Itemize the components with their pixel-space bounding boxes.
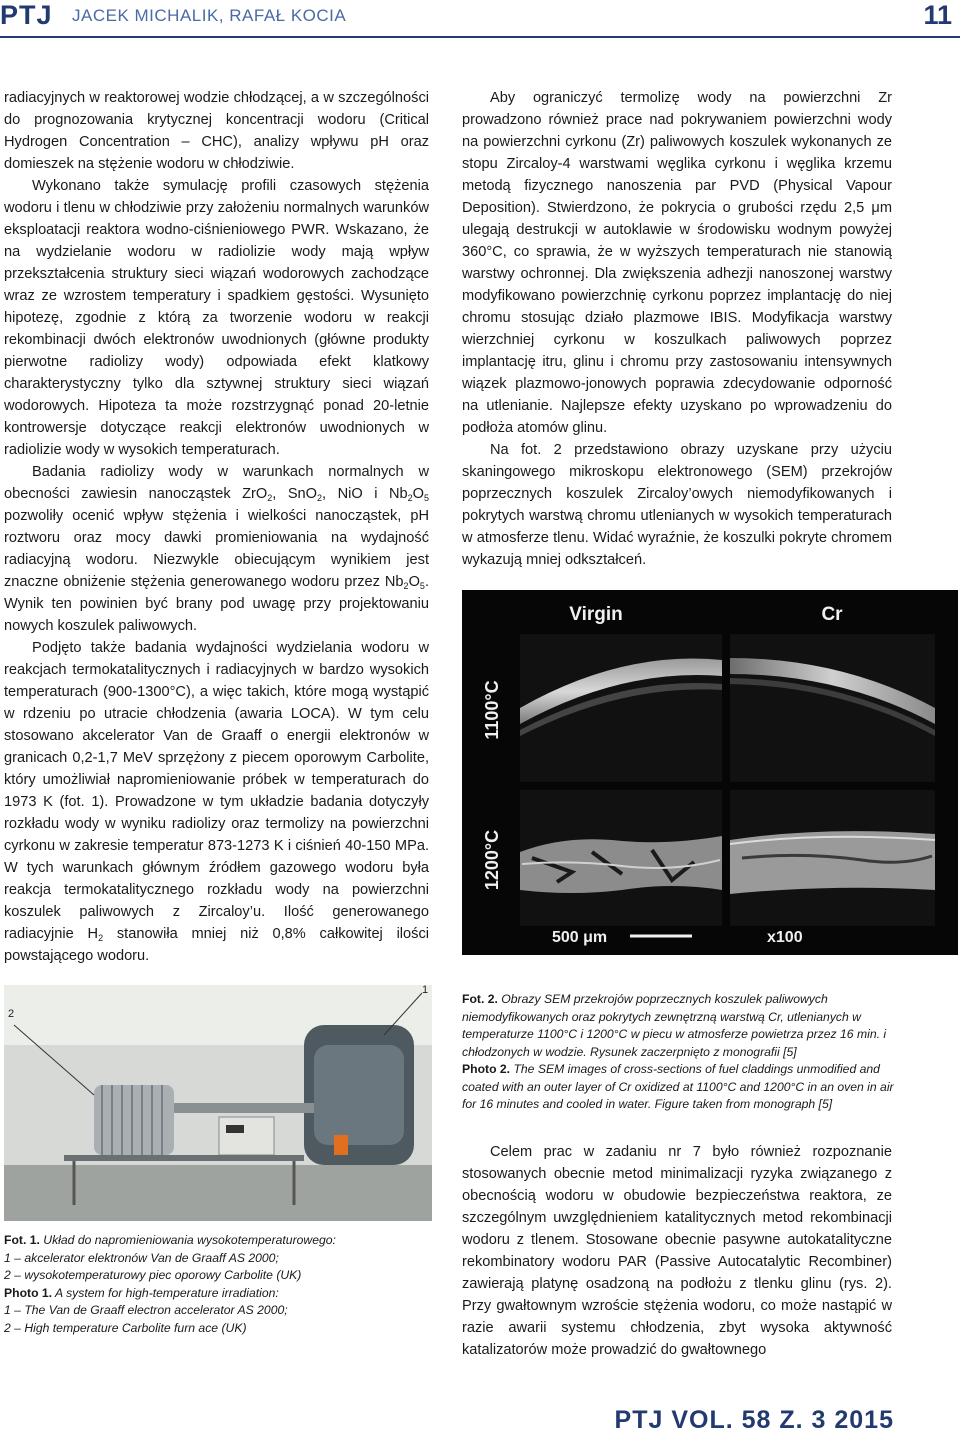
caption-label: Photo 1. — [4, 1285, 53, 1300]
caption-label: Photo 2. — [462, 1062, 511, 1076]
right-column-bottom — [462, 1141, 892, 1361]
caption-label: Fot. 2. — [462, 992, 498, 1006]
photo1-caption: Fot. 1. Układ do napromieniowania wysokotemperaturowego: 1 – akcelerator elektronów Van de Graaff AS 2000; 2 – wysokotemperaturowy piec oporowy Carbolite (UK) Photo 1. A system for high-temperature irradiation: 1 – The Van de Graaff electron accelerator AS 2000; 2 – High temperature Carbolite furn ace (UK) — [4, 1233, 336, 1335]
journal-footer: PTJ VOL. 58 Z. 3 2015 — [614, 1406, 894, 1434]
paragraph: Aby ograniczyć termolizę wody na powierzchni Zr prowadzono również prace nad pokrywaniem powierzchni wody na powierzchni cyrkonu (Zr) paliwowych koszulek wykonanych ze stopu Zircaloy-4 warstwami węglika cyrkonu i węglika krzemu metodą fizycznego nanoszenia par PVD (Physical Vapour Deposition). Stwierdzono, że pokrycia o grubości rzędu 2,5 μm ulegają destrukcji w autoklawie w środowisku wodnym powyżej 360°C, co sprawia, że w wyższych temperaturach nie stanowią warstwy ochronnej. Dla zwiększenia adhezji nanoszonej warstwy modyfikowano powierzchnię cyrkonu poprzez implantację do niej chromu stosując działo plazmowe IBIS. Modyfikacja warstwy wierzchniej cyrkonu w koszulkach paliwowych poprzez implantację itru, glinu i chromu przy zastosowaniu intensywnych wiązek plazmowo-jonowych poprawia zdecydowanie odporność na utlenianie. Najlepsze efekty uzyskano po wprowadzeniu do podłoża atomów glinu. — [462, 90, 892, 436]
orange-valve — [334, 1135, 348, 1155]
paragraph: Badania radiolizy wody w warunkach normalnych w obecności zawiesin nanocząstek ZrO$_2$, SnO$_2$, NiO i $Nb_2O_5$ pozwoliły ocenić wpływ stężenia i wielkości nanocząstek, pH roztworu oraz mocy dawki promieniowania na wydajność radiacyjną wodoru. Niezwykle obiecującym wynikiem jest znaczne obniżenie stężenia generowanego wodoru przez $Nb_2O_5$. Wynik ten powinien być brany pod uwagę przy projektowaniu nowych koszulek paliwowych. — [4, 464, 430, 634]
label-1200c: 1200°C — [482, 829, 502, 891]
control-unit — [219, 1117, 274, 1155]
floor — [4, 1165, 432, 1221]
label-1100c: 1100°C — [482, 680, 502, 740]
photo2-caption: Fot. 2. Obrazy SEM przekrojów poprzecznych koszulek paliwowych niemodyfikowanych oraz pokrytych zewnętrzną warstwą Cr, utlenianych w temperaturze 1100°C i 1200°C w piecu w atmosferze powietrza przez 16 min. i chłodzonych w wodzie. Rysunek zaczerpnięto z monografii [5] Photo 2. The SEM images of cross-sections of fuel claddings unmodified and coated with an outer layer of Cr oxidized at 1100°C and 1200°C in an oven in air for 16 minutes and cooled in water. Figure taken from monograph [5] — [462, 992, 894, 1111]
header-rule — [0, 36, 960, 38]
table — [64, 1155, 304, 1161]
lab-equipment-photo — [4, 985, 432, 1221]
header-authors: JACEK MICHALIK, RAFAŁ KOCIA — [72, 6, 347, 25]
paragraph: radiacyjnych w reaktorowej wodzie chłodzącej, a w szczególności do prognozowania krytycznej koncentracji wodoru (Critical Hydrogen Concentration – CHC), analizy wpływu pH oraz domieszek na stężenie wodoru w chłodziwie. — [4, 90, 429, 172]
paragraph: Podjęto także badania wydajności wydzielania wodoru w reakcjach termokatalitycznych i radiacyjnych w bardzo wysokich temperaturach (900-1300°C), a więc takich, które mogą wystąpić w rdzeniu po utracie chłodzenia (awaria LOCA). W tym celu stosowano akcelerator Van de Graaff o energii elektronów w granicach 0,2-1,7 MeV sprzężony z piecem oporowym Carbolite, który umożliwiał napromieniowanie próbek w temperaturach do 1973 K (fot. 1). Prowadzone w tym układzie badania dotyczyły rozkładu wody w wyniku radiolizy oraz termolizy na powierzchni cyrkonu w zakresie temperatur 873-1273 K i ciśnień 40-150 MPa. W tych warunkach głównym źródłem gazowego wodoru była reakcja termokatalitycznego rozkładu wody na powierzchni koszulek paliwowych z Zircaloy’u. Ilość generowanego radiacyjnie $H_2$ stanowiła mniej niż 0,8% całkowitej ilości powstającego wodoru. — [4, 640, 430, 964]
beam-line — [154, 1103, 314, 1113]
page-header — [0, 0, 960, 34]
paragraph: Wykonano także symulację profili czasowych stężenia wodoru i tlenu w chłodziwie przy założeniu normalnych warunków eksploatacji reaktora wodno-ciśnieniowego PWR. Wskazano, że na wydzielanie wodoru w radiolizie wody mają wpływ przekształcenia struktury sieci wiązań wodorowych zachodzące wraz ze wzrostem temperatury i spadkiem gęstości. Wysunięto hipotezę, zgodnie z którą za tworzenie wodoru w reakcji rekombinacji dwóch elektronów uwodnionych (główne produkty pierwotne radiolizy wody) odpowiada efekt klatkowy charakterystyczny tylko dla sztywnej struktury sieci wiązań wodorowych. Hipoteza ta może rozstrzygnąć ponad 20-letnie kontrowersje dotyczące reakcji elektronów uwodnionych w radiolizie wody w wysokich temperaturach. — [4, 178, 429, 458]
label-cr: Cr — [821, 604, 843, 625]
lab-photo-illustration — [4, 985, 432, 1221]
label-virgin: Virgin — [569, 604, 623, 625]
scale-bar-label: 500 μm — [552, 929, 608, 946]
marker-2: 2 — [8, 1008, 15, 1020]
sem-photo — [462, 590, 958, 955]
right-column-top — [462, 87, 892, 571]
sem-image-grid — [462, 590, 958, 955]
caption-label: Fot. 1. — [4, 1233, 40, 1247]
left-column — [4, 87, 429, 967]
paragraph: Na fot. 2 przedstawiono obrazy uzyskane przy użyciu skaningowego mikroskopu elektronowego (SEM) przekrojów poprzecznych koszulek Zircaloy’owych niemodyfikowanych i pokrytych warstwą chromu utlenianych w wysokich temperaturach w atmosferze tlenu. Widać wyraźnie, że koszulki pokryte chromem wykazują mniej odkształceń. — [462, 442, 892, 568]
journal-logo: PTJ — [0, 0, 53, 30]
marker-1: 1 — [422, 985, 429, 996]
paragraph: Celem prac w zadaniu nr 7 było również rozpoznanie stosowanych obecnie metod minimalizacji ryzyka związanego z obecnością wodoru w obudowie bezpieczeństwa reaktora, ze szczególnym uwzględnieniem katalitycznych metod rekombinacji wodoru z tlenem. Stosowane obecnie pasywne autokatalityczne rekombinatory wodoru PAR (Passive Autocatalytic Recombiner) zawierają platynę osadzoną na podłożu z tlenku glinu (rys. 2). Przy gwałtownym wzroście stężenia wodoru, co może nastąpić w razie awarii systemu chłodzenia, zbyt wysoka aktywność katalizatorów może prowadzić do gwałtownego — [462, 1144, 892, 1358]
magnification-label: x100 — [767, 929, 803, 946]
page-number: 11 — [923, 0, 952, 30]
